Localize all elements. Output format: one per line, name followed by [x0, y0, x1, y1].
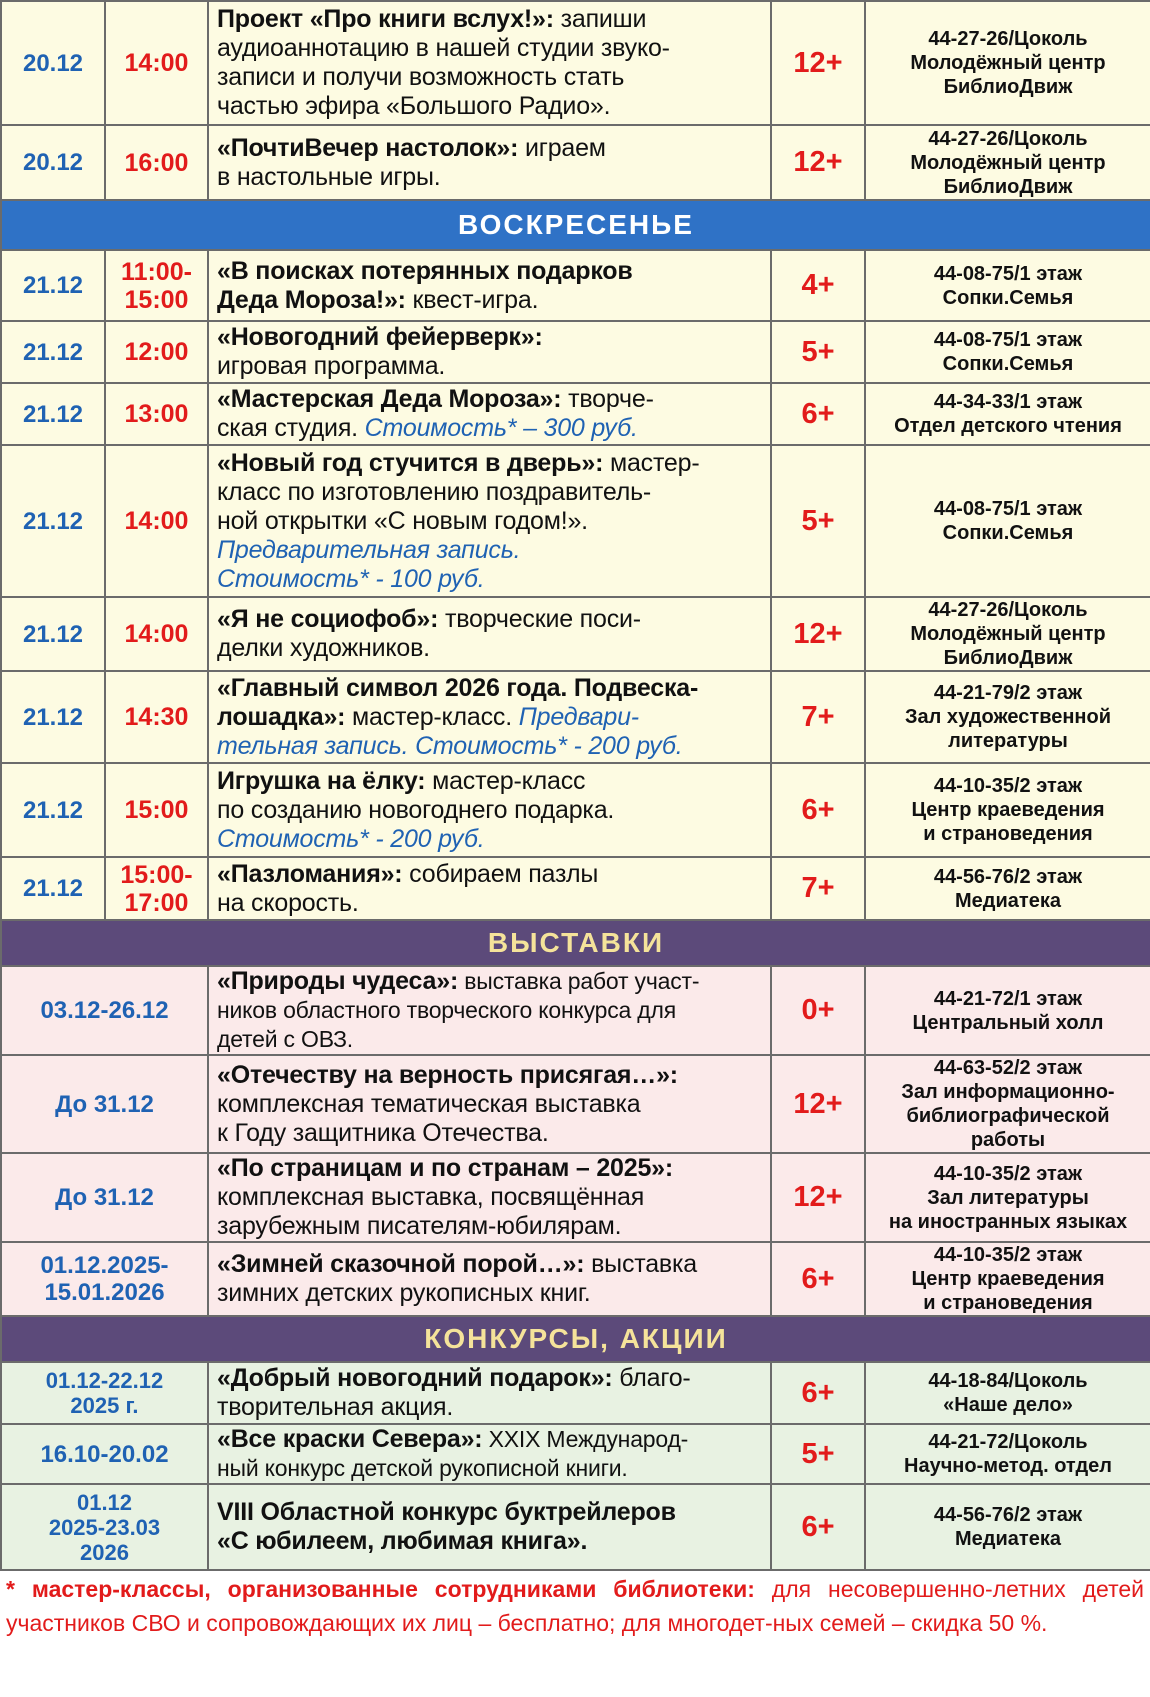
age-rating: 5+	[771, 1424, 865, 1484]
event-description: «Пазломания»: собираем пазлы на скорость.	[208, 857, 771, 920]
exhibition-description: «Отечеству на верность присягая…»: комплексная тематическая выставка к Году защитника Отечества.	[208, 1055, 771, 1153]
footnote-heading: * мастер-классы, организованные сотрудниками библиотеки:	[6, 1576, 755, 1602]
contest-place: 44-56-76/2 этаж Медиатека	[865, 1484, 1150, 1570]
age-rating: 12+	[771, 1153, 865, 1242]
table-row	[1, 321, 1150, 383]
footnote-text: для несовершенно-летних детей участников СВО и сопровождающих их лиц – бесплатно; для многодет-ных семей – скидка 50 %.	[6, 1576, 1145, 1636]
table-row	[1, 857, 1150, 920]
table-row	[1, 1, 1150, 125]
event-place: 44-08-75/1 этаж Сопки.Семья	[865, 445, 1150, 597]
age-rating: 5+	[771, 445, 865, 597]
age-rating: 6+	[771, 763, 865, 857]
event-description: «Главный символ 2026 года. Подвеска- лошадка»: мастер-класс. Предвари- тельная запись. Стоимость* - 200 руб.	[208, 671, 771, 763]
age-rating: 0+	[771, 966, 865, 1055]
event-date: 20.12	[1, 1, 105, 125]
table-row	[1, 1484, 1150, 1570]
footnote	[6, 1572, 1144, 1640]
event-description: «Я не социофоб»: творческие поси- делки художников.	[208, 597, 771, 671]
age-rating: 7+	[771, 857, 865, 920]
contest-description: «Все краски Севера»: XXIX Международ- ный конкурс детской рукописной книги.	[208, 1424, 771, 1484]
age-rating: 5+	[771, 321, 865, 383]
event-description: «Новый год стучится в дверь»: мастер- класс по изготовлению поздравитель- ной открытки «С новым годом!». Предварительная запись. Стоимость* - 100 руб.	[208, 445, 771, 597]
table-row	[1, 671, 1150, 763]
table-row	[1, 1153, 1150, 1242]
table-row	[1, 966, 1150, 1055]
exhibition-date: 01.12.2025- 15.01.2026	[1, 1242, 208, 1316]
table-row	[1, 1362, 1150, 1424]
event-date: 21.12	[1, 597, 105, 671]
exhibition-place: 44-21-72/1 этаж Центральный холл	[865, 966, 1150, 1055]
event-date: 20.12	[1, 125, 105, 200]
contest-date: 01.12 2025-23.03 2026	[1, 1484, 208, 1570]
event-place: 44-27-26/Цоколь Молодёжный центр БиблиоДвиж	[865, 597, 1150, 671]
table-row	[1, 125, 1150, 200]
event-time: 12:00	[105, 321, 208, 383]
event-time: 11:00- 15:00	[105, 250, 208, 321]
contest-description: VIII Областной конкурс буктрейлеров «С юбилеем, любимая книга».	[208, 1484, 771, 1570]
table-row	[1, 597, 1150, 671]
table-row	[1, 445, 1150, 597]
event-date: 21.12	[1, 250, 105, 321]
event-description: «Новогодний фейерверк»: игровая программа.	[208, 321, 771, 383]
age-rating: 6+	[771, 383, 865, 445]
event-place: 44-27-26/Цоколь Молодёжный центр БиблиоДвиж	[865, 1, 1150, 125]
age-rating: 12+	[771, 125, 865, 200]
event-time: 14:00	[105, 445, 208, 597]
event-place: 44-21-79/2 этаж Зал художественной литературы	[865, 671, 1150, 763]
table-row	[1, 250, 1150, 321]
event-time: 15:00	[105, 763, 208, 857]
event-description: Игрушка на ёлку: мастер-класс по созданию новогоднего подарка. Стоимость* - 200 руб.	[208, 763, 771, 857]
event-date: 21.12	[1, 321, 105, 383]
event-description: «В поисках потерянных подарков Деда Мороза!»: квест-игра.	[208, 250, 771, 321]
section-title: КОНКУРСЫ, АКЦИИ	[1, 1316, 1150, 1362]
event-time: 14:00	[105, 1, 208, 125]
section-title: ВОСКРЕСЕНЬЕ	[1, 200, 1150, 250]
exhibition-place: 44-63-52/2 этаж Зал информационно- библиографической работы	[865, 1055, 1150, 1153]
event-description: Проект «Про книги вслух!»: запиши аудиоаннотацию в нашей студии звуко- записи и получи возможность стать частью эфира «Большого Радио».	[208, 1, 771, 125]
section-title: ВЫСТАВКИ	[1, 920, 1150, 966]
event-time: 15:00- 17:00	[105, 857, 208, 920]
event-description: «Мастерская Деда Мороза»: творче- ская студия. Стоимость* – 300 руб.	[208, 383, 771, 445]
contest-date: 16.10-20.02	[1, 1424, 208, 1484]
event-description: «ПочтиВечер настолок»: играем в настольные игры.	[208, 125, 771, 200]
age-rating: 7+	[771, 671, 865, 763]
contest-date: 01.12-22.12 2025 г.	[1, 1362, 208, 1424]
event-place: 44-27-26/Цоколь Молодёжный центр БиблиоДвиж	[865, 125, 1150, 200]
event-date: 21.12	[1, 445, 105, 597]
event-place: 44-56-76/2 этаж Медиатека	[865, 857, 1150, 920]
exhibition-description: «Природы чудеса»: выставка работ участ- ников областного творческого конкурса для детей с ОВЗ.	[208, 966, 771, 1055]
exhibition-description: «Зимней сказочной порой…»: выставка зимних детских рукописных книг.	[208, 1242, 771, 1316]
exhibition-date: До 31.12	[1, 1153, 208, 1242]
contest-place: 44-18-84/Цоколь «Наше дело»	[865, 1362, 1150, 1424]
age-rating: 12+	[771, 597, 865, 671]
age-rating: 12+	[771, 1055, 865, 1153]
event-time: 14:00	[105, 597, 208, 671]
table-row	[1, 763, 1150, 857]
event-time: 16:00	[105, 125, 208, 200]
event-date: 21.12	[1, 763, 105, 857]
age-rating: 12+	[771, 1, 865, 125]
event-place: 44-10-35/2 этаж Центр краеведения и страноведения	[865, 763, 1150, 857]
age-rating: 6+	[771, 1242, 865, 1316]
event-time: 13:00	[105, 383, 208, 445]
age-rating: 4+	[771, 250, 865, 321]
table-row	[1, 1242, 1150, 1316]
section-header-sunday	[1, 200, 1150, 250]
table-row	[1, 1055, 1150, 1153]
exhibition-place: 44-10-35/2 этаж Центр краеведения и страноведения	[865, 1242, 1150, 1316]
event-place: 44-08-75/1 этаж Сопки.Семья	[865, 321, 1150, 383]
exhibition-date: 03.12-26.12	[1, 966, 208, 1055]
event-place: 44-08-75/1 этаж Сопки.Семья	[865, 250, 1150, 321]
event-date: 21.12	[1, 857, 105, 920]
exhibition-place: 44-10-35/2 этаж Зал литературы на иностранных языках	[865, 1153, 1150, 1242]
event-place: 44-34-33/1 этаж Отдел детского чтения	[865, 383, 1150, 445]
contest-place: 44-21-72/Цоколь Научно-метод. отдел	[865, 1424, 1150, 1484]
event-time: 14:30	[105, 671, 208, 763]
section-header-exhibitions	[1, 920, 1150, 966]
event-date: 21.12	[1, 383, 105, 445]
exhibition-date: До 31.12	[1, 1055, 208, 1153]
exhibition-description: «По страницам и по странам – 2025»: комплексная выставка, посвящённая зарубежным писателям-юбилярам.	[208, 1153, 771, 1242]
contest-description: «Добрый новогодний подарок»: благо- творительная акция.	[208, 1362, 771, 1424]
age-rating: 6+	[771, 1484, 865, 1570]
section-header-contests	[1, 1316, 1150, 1362]
age-rating: 6+	[771, 1362, 865, 1424]
event-date: 21.12	[1, 671, 105, 763]
table-row	[1, 383, 1150, 445]
table-row	[1, 1424, 1150, 1484]
